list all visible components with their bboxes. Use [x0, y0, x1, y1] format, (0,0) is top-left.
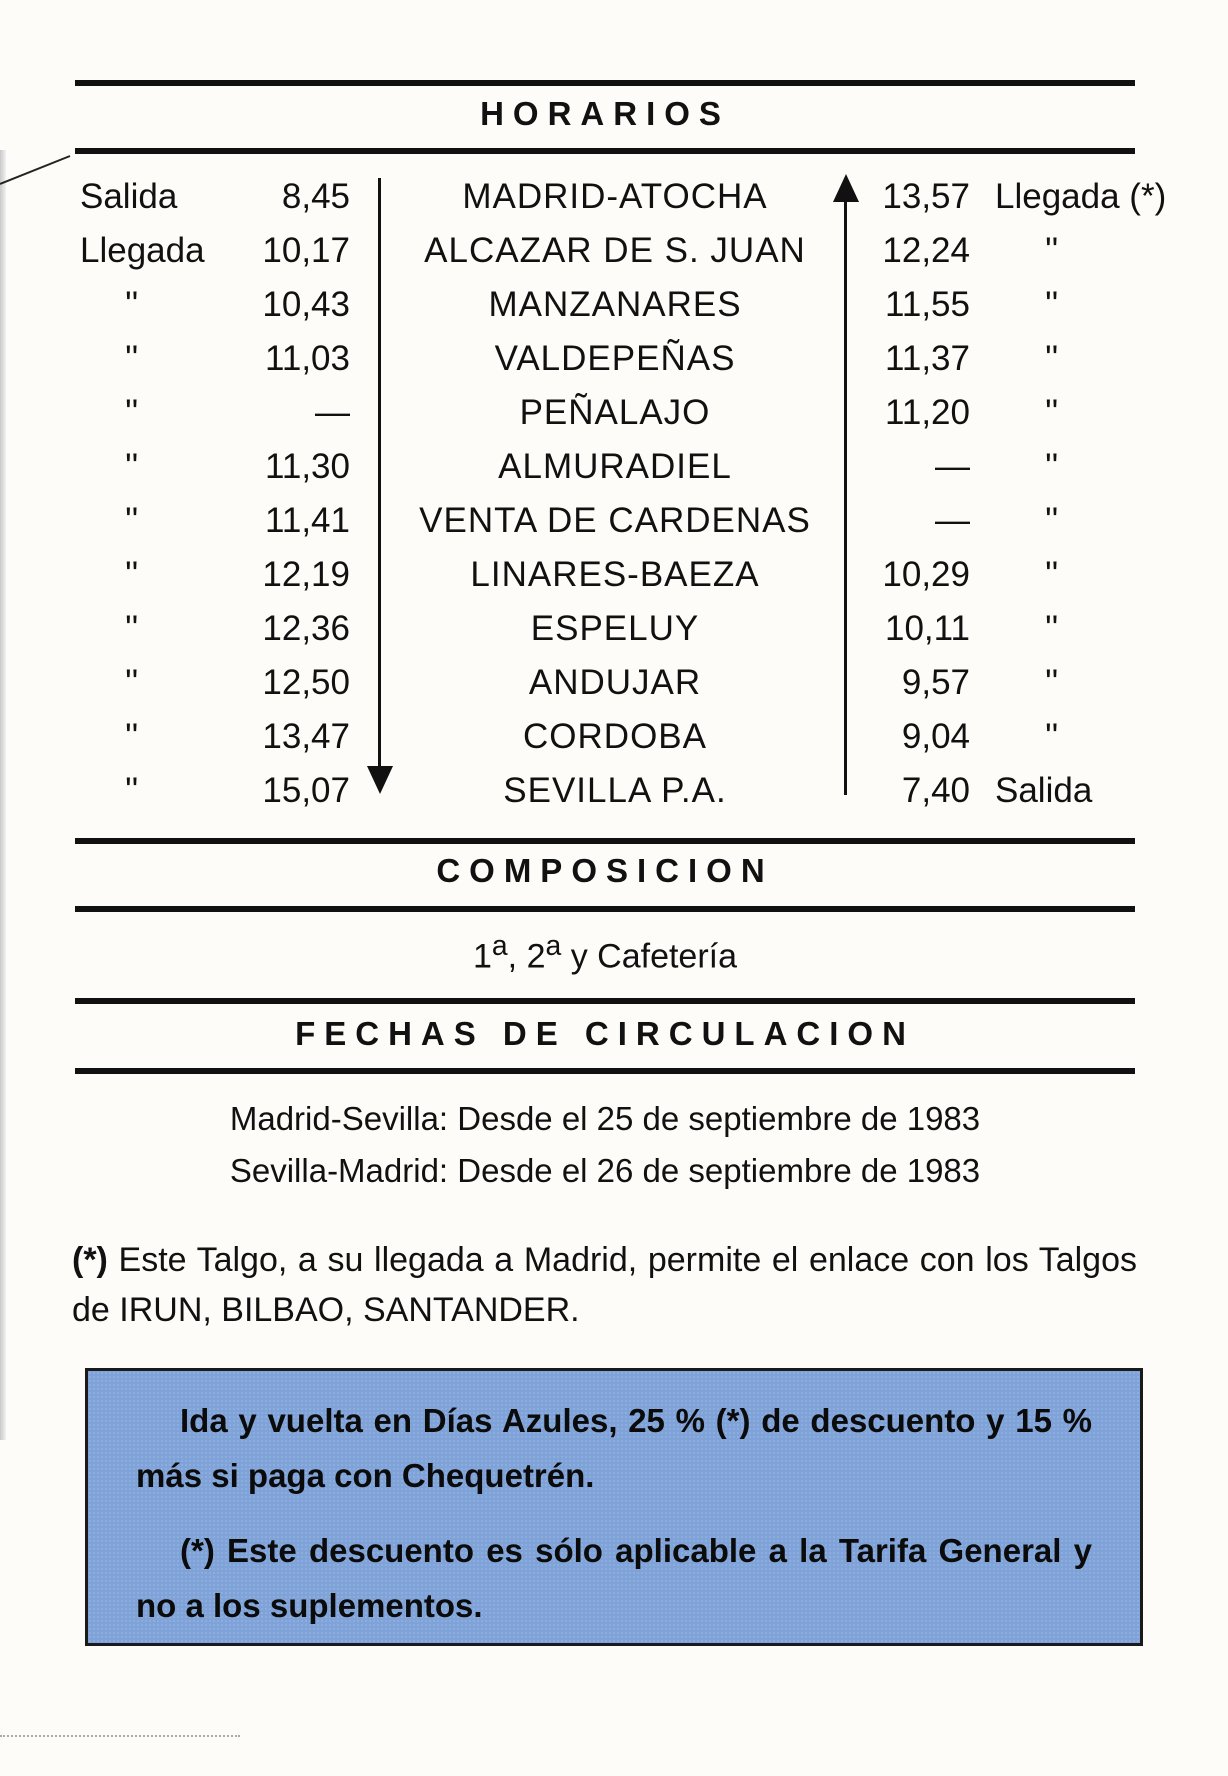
departure-label: Salida — [80, 177, 178, 216]
station-name: PEÑALAJO — [519, 393, 711, 432]
timetable-row — [0, 548, 1228, 602]
return-time: — — [935, 447, 970, 486]
station-name: VENTA DE CARDENAS — [419, 501, 811, 540]
timetable-row — [0, 440, 1228, 494]
outbound-time: 10,17 — [262, 231, 350, 270]
section-title-horarios: HORARIOS — [480, 95, 730, 132]
station-name: CORDOBA — [523, 717, 707, 756]
section-title-fechas: FECHAS DE CIRCULACION — [295, 1015, 915, 1052]
timetable-row — [0, 170, 1228, 224]
departure-label: '' — [125, 501, 139, 540]
up-arrow-icon — [833, 174, 859, 202]
departure-label: '' — [125, 771, 139, 810]
composition-sup-1: a — [491, 930, 508, 962]
departure-label: '' — [125, 447, 139, 486]
outbound-time: 8,45 — [281, 177, 350, 216]
outbound-time: 11,41 — [265, 501, 350, 540]
rule — [75, 998, 1135, 1004]
return-time: 7,40 — [901, 771, 970, 810]
outbound-time: 12,50 — [262, 663, 350, 702]
date-line-sevilla-madrid: Sevilla-Madrid: Desde el 26 de septiembre de 1983 — [229, 1152, 981, 1189]
promo-line-2: (*) Este descuento es sólo aplicable a la Tarifa General y no a los suplementos. — [136, 1532, 1092, 1624]
station-name: LINARES-BAEZA — [470, 555, 760, 594]
down-arrow-icon — [367, 766, 393, 794]
arrival-label: Llegada (*) — [995, 177, 1167, 216]
timetable-row — [0, 710, 1228, 764]
composition-sup-2: a — [545, 930, 562, 962]
footnote — [72, 1235, 1137, 1335]
rule — [75, 906, 1135, 912]
rule — [75, 838, 1135, 844]
up-arrow-line — [844, 200, 847, 795]
return-time: 11,37 — [885, 339, 970, 378]
arrival-label: '' — [1045, 609, 1059, 648]
departure-label: Llegada — [80, 231, 205, 270]
timetable-row — [0, 656, 1228, 710]
arrival-label: '' — [1045, 285, 1059, 324]
departure-label: '' — [125, 663, 139, 702]
timetable-row — [0, 386, 1228, 440]
timetable-row — [0, 332, 1228, 386]
outbound-time: 12,36 — [262, 609, 350, 648]
return-time: 9,04 — [901, 717, 970, 756]
arrival-label: '' — [1045, 663, 1059, 702]
arrival-label: '' — [1045, 231, 1059, 270]
departure-label: '' — [125, 717, 139, 756]
station-name: SEVILLA P.A. — [503, 771, 727, 810]
footnote-text: Este Talgo, a su llegada a Madrid, permite el enlace con los Talgos de IRUN, BILBAO, SANTANDER. — [72, 1241, 1137, 1329]
down-arrow-line — [378, 178, 381, 768]
rule — [75, 80, 1135, 86]
departure-label: '' — [125, 285, 139, 324]
arrival-label: '' — [1045, 339, 1059, 378]
timetable-row — [0, 278, 1228, 332]
station-name: MADRID-ATOCHA — [462, 177, 768, 216]
timetable-row — [0, 764, 1228, 818]
arrival-label: '' — [1045, 393, 1059, 432]
timetable-row — [0, 602, 1228, 656]
arrival-label: '' — [1045, 447, 1059, 486]
return-time: 11,55 — [885, 285, 970, 324]
promo-box — [85, 1368, 1143, 1646]
return-time: — — [935, 501, 970, 540]
section-title-composicion: COMPOSICION — [436, 852, 774, 889]
return-time: 10,11 — [885, 609, 970, 648]
rule — [75, 1068, 1135, 1074]
bottom-dotted-line — [0, 1735, 240, 1737]
station-name: VALDEPEÑAS — [494, 339, 736, 378]
timetable-row — [0, 224, 1228, 278]
return-time: 10,29 — [882, 555, 970, 594]
arrival-label: Salida — [995, 771, 1093, 810]
return-time: 13,57 — [882, 177, 970, 216]
composition-second: 2 — [526, 937, 546, 976]
outbound-time: 12,19 — [262, 555, 350, 594]
return-time: 9,57 — [901, 663, 970, 702]
date-line-madrid-sevilla: Madrid-Sevilla: Desde el 25 de septiembre de 1983 — [229, 1100, 981, 1137]
arrival-label: '' — [1045, 501, 1059, 540]
timetable — [0, 170, 1228, 820]
rule — [75, 148, 1135, 154]
station-name: MANZANARES — [488, 285, 742, 324]
outbound-time: 13,47 — [262, 717, 350, 756]
station-name: ANDUJAR — [528, 663, 702, 702]
composition-rest: y Cafetería — [561, 937, 738, 976]
station-name: ALMURADIEL — [498, 447, 732, 486]
return-time: 12,24 — [882, 231, 970, 270]
departure-label: '' — [125, 609, 139, 648]
departure-label: '' — [125, 393, 139, 432]
arrival-label: '' — [1045, 555, 1059, 594]
return-time: 11,20 — [885, 393, 970, 432]
outbound-time: 11,03 — [265, 339, 350, 378]
composition-first: 1 — [472, 937, 492, 976]
departure-label: '' — [125, 339, 139, 378]
outbound-time: 10,43 — [262, 285, 350, 324]
departure-label: '' — [125, 555, 139, 594]
station-name: ESPELUY — [530, 609, 700, 648]
timetable-row — [0, 494, 1228, 548]
outbound-time: 11,30 — [265, 447, 350, 486]
outbound-time: — — [315, 393, 350, 432]
arrival-label: '' — [1045, 717, 1059, 756]
station-name: ALCAZAR DE S. JUAN — [424, 231, 806, 270]
outbound-time: 15,07 — [262, 771, 350, 810]
footnote-mark: (*) — [72, 1241, 108, 1279]
promo-line-1: Ida y vuelta en Días Azules, 25 % (*) de descuento y 15 % más si paga con Chequetrén. — [136, 1402, 1092, 1494]
composition-sep: , — [507, 937, 527, 976]
composition-text — [75, 930, 1135, 976]
